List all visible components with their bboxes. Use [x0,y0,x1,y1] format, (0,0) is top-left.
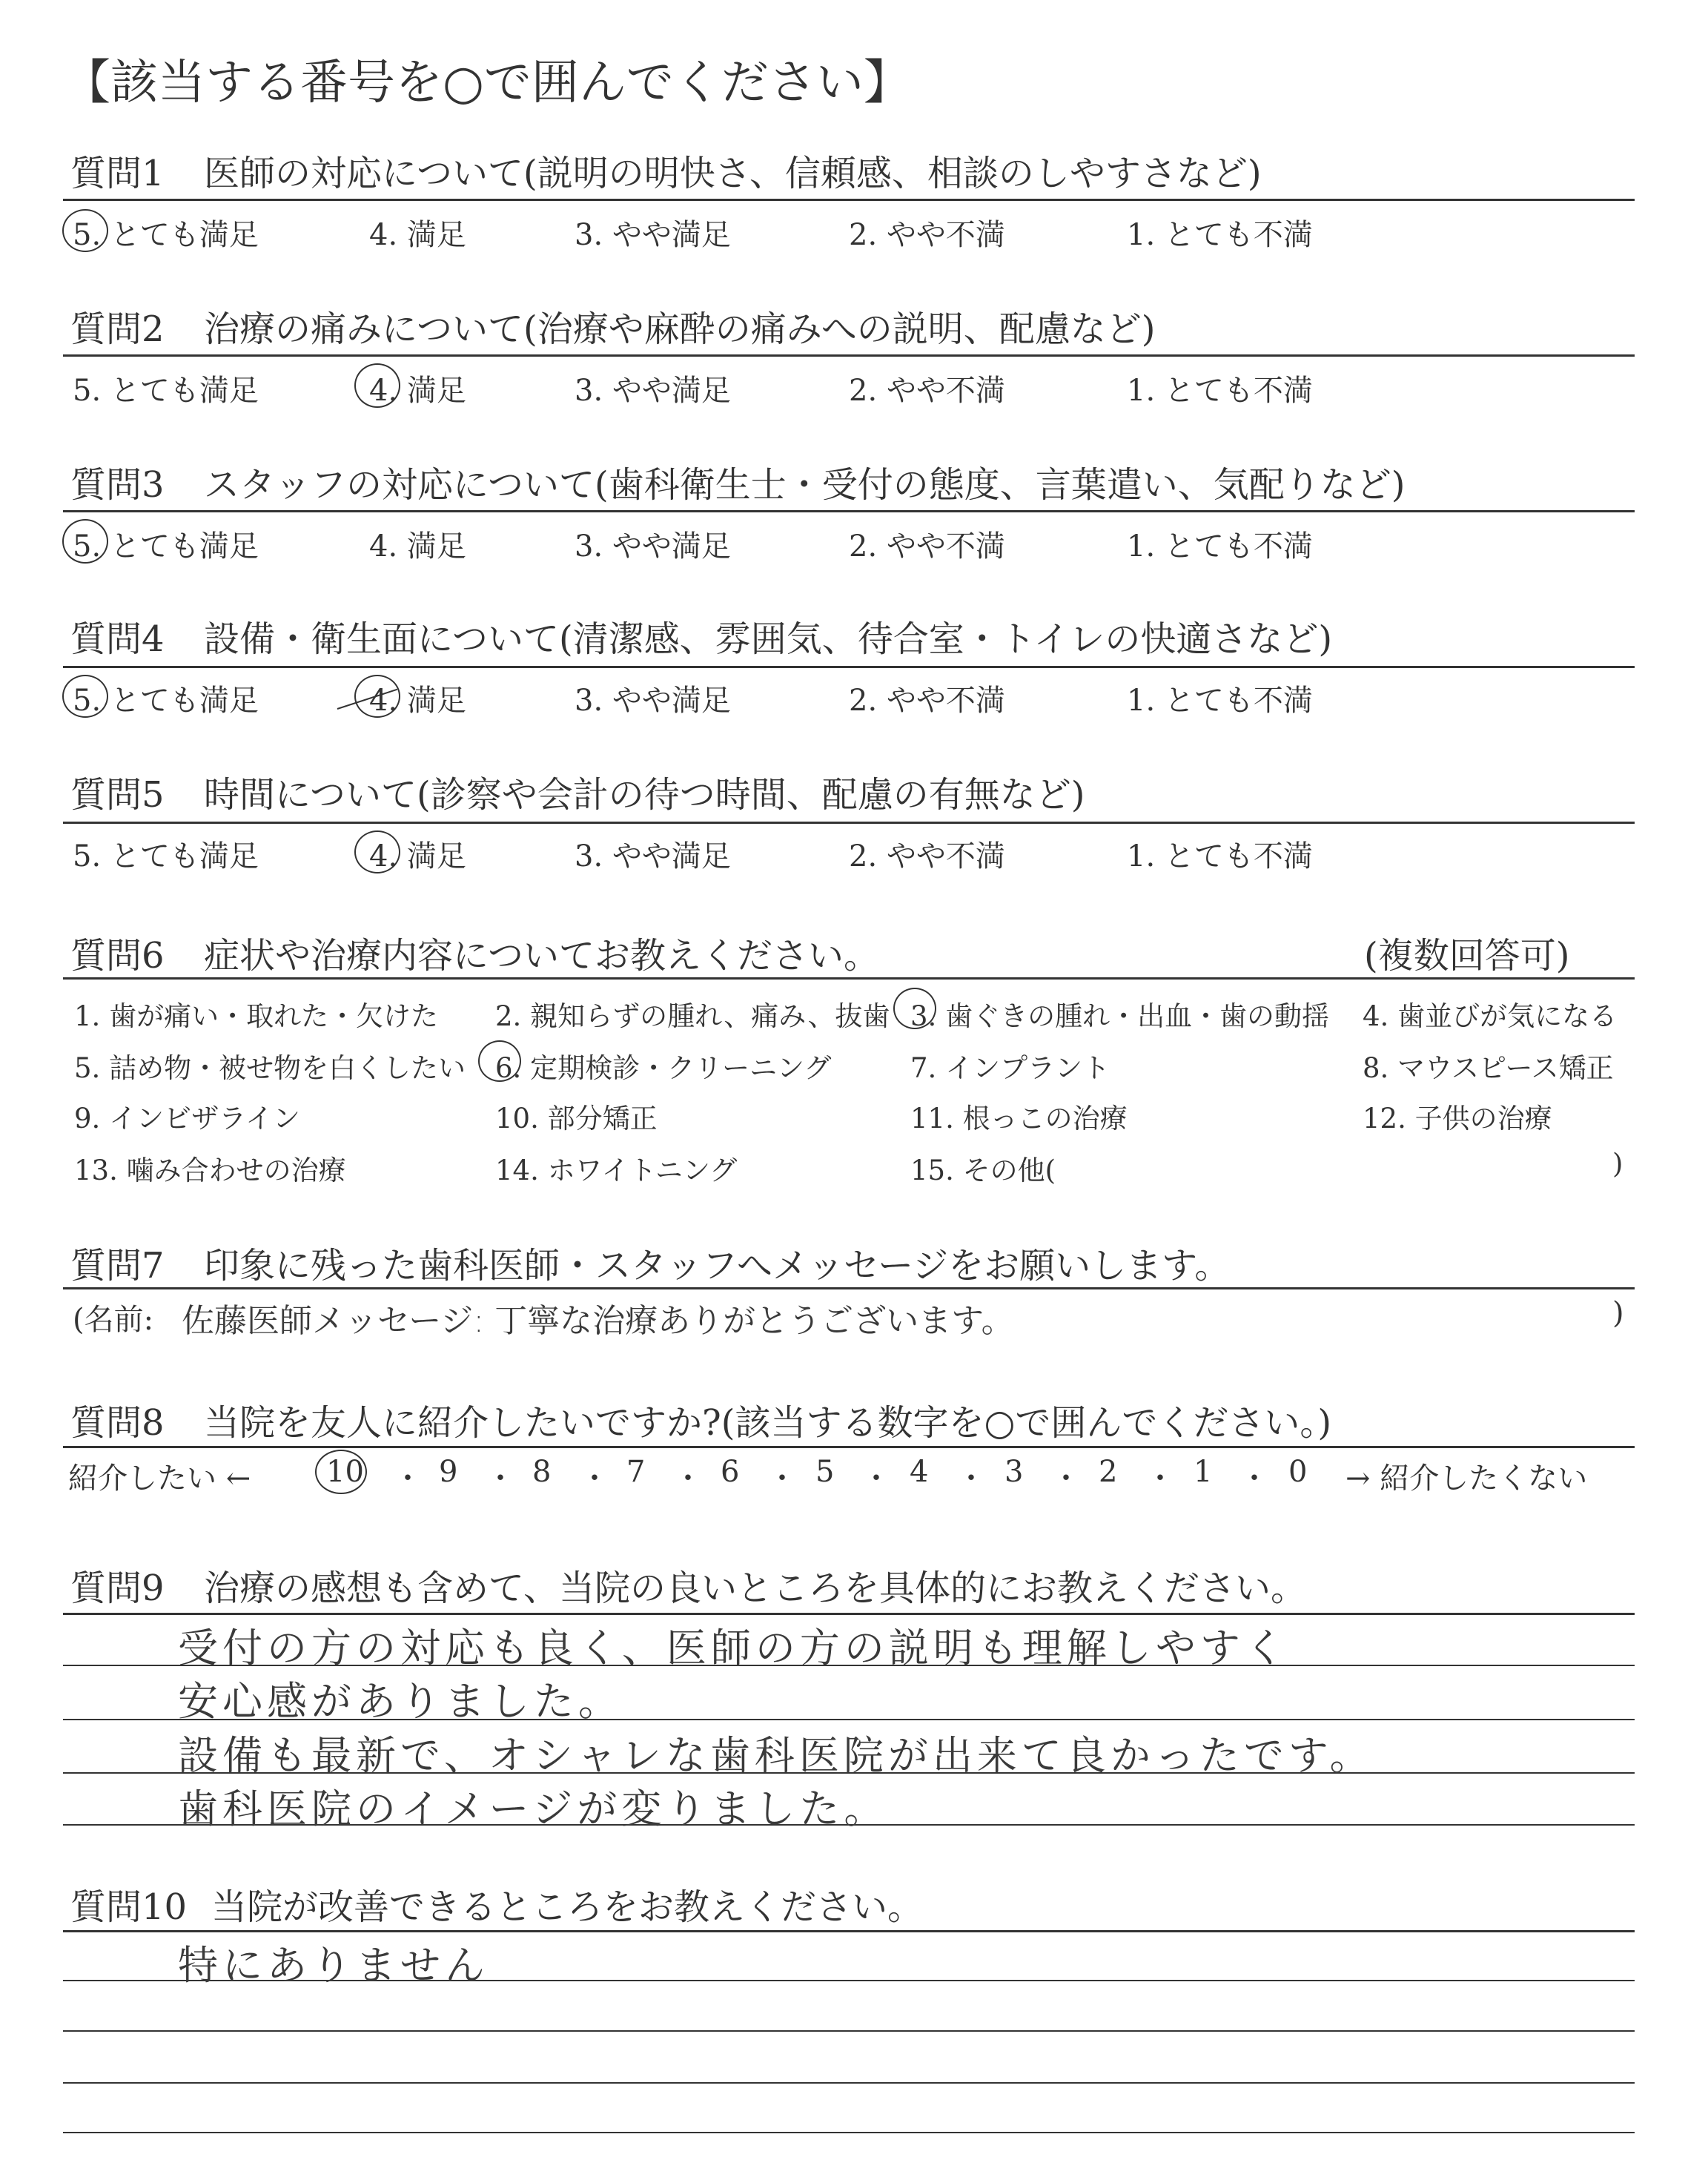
q1-option-4[interactable]: 4. 満足 [369,218,466,252]
q7-underline [63,1287,1635,1289]
q3-option-5[interactable]: 5. とても満足 [73,529,259,564]
q5-text: 時間について(診察や会計の待つ時間、配慮の有無など) [204,774,1085,816]
q8-right-label: → 紹介したくない [1345,1462,1588,1496]
q8-scale-6[interactable]: 6 [721,1455,740,1489]
q8-scale-4[interactable]: 4 [910,1455,929,1489]
q6-note: (複数回答可) [1364,935,1570,977]
q6-option-6[interactable]: 6. 定期検診・クリーニング [495,1052,832,1084]
q7-close-paren: ) [1612,1296,1624,1330]
q4-underline [63,666,1635,668]
q8-scale-dot: ・ [393,1462,423,1496]
q3-option-1[interactable]: 1. とても不満 [1127,529,1313,564]
q2-option-2[interactable]: 2. やや不満 [849,374,1005,408]
q6-option-3[interactable]: 3. 歯ぐきの腫れ・出血・歯の動揺 [910,1000,1330,1032]
q8-underline [63,1446,1635,1448]
q7-name-prefix: (名前: [73,1303,154,1337]
q8-scale-3[interactable]: 3 [1004,1455,1024,1489]
q6-label: 質問6 [70,935,165,977]
q7-label: 質問7 [70,1245,165,1287]
q4-option-1[interactable]: 1. とても不満 [1127,684,1313,718]
q3-label: 質問3 [70,464,165,506]
q6-selection-circle-6 [478,1040,521,1082]
q4-label: 質問4 [70,618,165,660]
q8-scale-dot: ・ [1145,1462,1175,1496]
q3-underline [63,510,1635,512]
q6-option-11[interactable]: 11. 根っこの治療 [910,1103,1128,1135]
q6-option-10[interactable]: 10. 部分矯正 [495,1103,658,1135]
q5-label: 質問5 [70,774,165,816]
q1-selection-circle [62,209,108,252]
q8-scale-dot: ・ [861,1462,891,1496]
form-title: 【該当する番号を○で囲んでください】 [63,56,911,110]
q6-option-5[interactable]: 5. 詰め物・被せ物を白くしたい [74,1052,466,1084]
q4-option-2[interactable]: 2. やや不満 [849,684,1005,718]
q5-selection-circle [354,830,400,873]
q6-option-9[interactable]: 9. インビザライン [74,1103,300,1135]
q8-scale-dot: ・ [486,1462,515,1496]
q2-underline [63,354,1635,357]
q1-label: 質問1 [70,153,165,194]
q8-text: 当院を友人に紹介したいですか?(該当する数字を○で囲んでください。) [204,1402,1332,1444]
q2-option-3[interactable]: 3. やや満足 [575,374,731,408]
q1-option-1[interactable]: 1. とても不満 [1127,218,1313,252]
q2-option-5[interactable]: 5. とても満足 [73,374,259,408]
q6-option-1[interactable]: 1. 歯が痛い・取れた・欠けた [74,1000,439,1032]
q8-scale-5[interactable]: 5 [815,1455,835,1489]
q8-label: 質問8 [70,1402,165,1444]
q8-scale-10[interactable]: 10 [326,1455,364,1489]
q9-handwritten-line-3[interactable]: 設備も最新で、オシャレな歯科医院が出来て良かったです。 [178,1732,1374,1779]
q7-text: 印象に残った歯科医師・スタッフへメッセージをお願いします。 [204,1245,1231,1287]
q8-scale-0[interactable]: 0 [1288,1455,1308,1489]
q6-selection-circle-3 [893,988,936,1029]
q8-scale-9[interactable]: 9 [439,1455,458,1489]
q8-scale-8[interactable]: 8 [532,1455,552,1489]
q8-scale-dot: ・ [956,1462,986,1496]
q2-selection-circle [354,363,400,408]
q6-other-close: ) [1612,1148,1623,1180]
q8-scale-dot: ・ [1239,1462,1269,1496]
q8-scale-dot: ・ [1051,1462,1081,1496]
q8-scale-dot: ・ [673,1462,703,1496]
q4-selection-circle [62,675,108,718]
q5-option-3[interactable]: 3. やや満足 [575,839,731,873]
q8-scale-dot: ・ [767,1462,797,1496]
q2-label: 質問2 [70,308,165,350]
q1-option-2[interactable]: 2. やや不満 [849,218,1005,252]
q6-option-7[interactable]: 7. インプラント [910,1052,1110,1084]
q6-option-4[interactable]: 4. 歯並びが気になる [1363,1000,1618,1032]
q5-option-5[interactable]: 5. とても満足 [73,839,259,873]
q3-option-3[interactable]: 3. やや満足 [575,529,731,564]
q5-underline [63,822,1635,824]
q5-option-1[interactable]: 1. とても不満 [1127,839,1313,873]
q10-label: 質問10 [70,1886,188,1928]
q4-option-5[interactable]: 5. とても満足 [73,684,259,718]
q3-selection-circle [62,519,108,564]
q6-option-14[interactable]: 14. ホワイトニング [495,1155,738,1186]
q8-left-label: 紹介したい ← [68,1462,251,1496]
q3-text: スタッフの対応について(歯科衛生士・受付の態度、言葉遣い、気配りなど) [204,464,1406,506]
q9-handwritten-line-1[interactable]: 受付の方の対応も良く、医師の方の説明も理解しやすく [178,1625,1289,1671]
q5-option-4[interactable]: 4. 満足 [369,839,466,873]
q6-option-8[interactable]: 8. マウスピース矯正 [1363,1052,1614,1084]
q2-text: 治療の痛みについて(治療や麻酔の痛みへの説明、配慮など) [204,308,1156,350]
q9-label: 質問9 [70,1568,165,1609]
q4-option-3[interactable]: 3. やや満足 [575,684,731,718]
q2-option-1[interactable]: 1. とても不満 [1127,374,1313,408]
q6-option-13[interactable]: 13. 噛み合わせの治療 [74,1155,346,1186]
q5-option-2[interactable]: 2. やや不満 [849,839,1005,873]
q6-option-15[interactable]: 15. その他( [910,1155,1056,1186]
q10-text: 当院が改善できるところをお教えください。 [211,1886,924,1928]
q2-option-4[interactable]: 4. 満足 [369,374,466,408]
q1-option-5[interactable]: 5. とても満足 [73,218,259,252]
q6-underline [63,977,1635,980]
q1-option-3[interactable]: 3. やや満足 [575,218,731,252]
q7-handwritten-message[interactable]: 佐藤医師メッセージ: 丁寧な治療ありがとうございます。 [182,1302,1014,1340]
q9-handwritten-line-2[interactable]: 安心感がありました。 [178,1678,623,1725]
q10-line-rule [63,2030,1635,2032]
q6-option-2[interactable]: 2. 親知らずの腫れ、痛み、抜歯 [495,1000,890,1032]
q10-line-rule [63,2132,1635,2133]
q8-scale-7[interactable]: 7 [626,1455,646,1489]
q8-scale-2[interactable]: 2 [1099,1455,1118,1489]
q6-text: 症状や治療内容についてお教えください。 [204,935,880,977]
q3-option-4[interactable]: 4. 満足 [369,529,466,564]
q1-text: 医師の対応について(説明の明快さ、信頼感、相談のしやすさなど) [204,153,1262,194]
q4-option-4[interactable]: 4. 満足 [369,684,466,718]
q4-text: 設備・衛生面について(清潔感、雰囲気、待合室・トイレの快適さなど) [204,618,1333,660]
q9-handwritten-line-4[interactable]: 歯科医院のイメージが変りました。 [178,1786,889,1832]
q8-scale-1[interactable]: 1 [1194,1455,1213,1489]
q1-underline [63,199,1635,201]
q6-option-12[interactable]: 12. 子供の治療 [1363,1103,1552,1135]
q9-text: 治療の感想も含めて、当院の良いところを具体的にお教えください。 [204,1568,1307,1609]
q10-line-rule [63,2082,1635,2084]
q8-scale-dot: ・ [580,1462,609,1496]
q3-option-2[interactable]: 2. やや不満 [849,529,1005,564]
q10-line-rule [63,1930,1635,1932]
q9-line-rule [63,1613,1635,1615]
q10-handwritten-line-1[interactable]: 特にありません [178,1942,489,1989]
